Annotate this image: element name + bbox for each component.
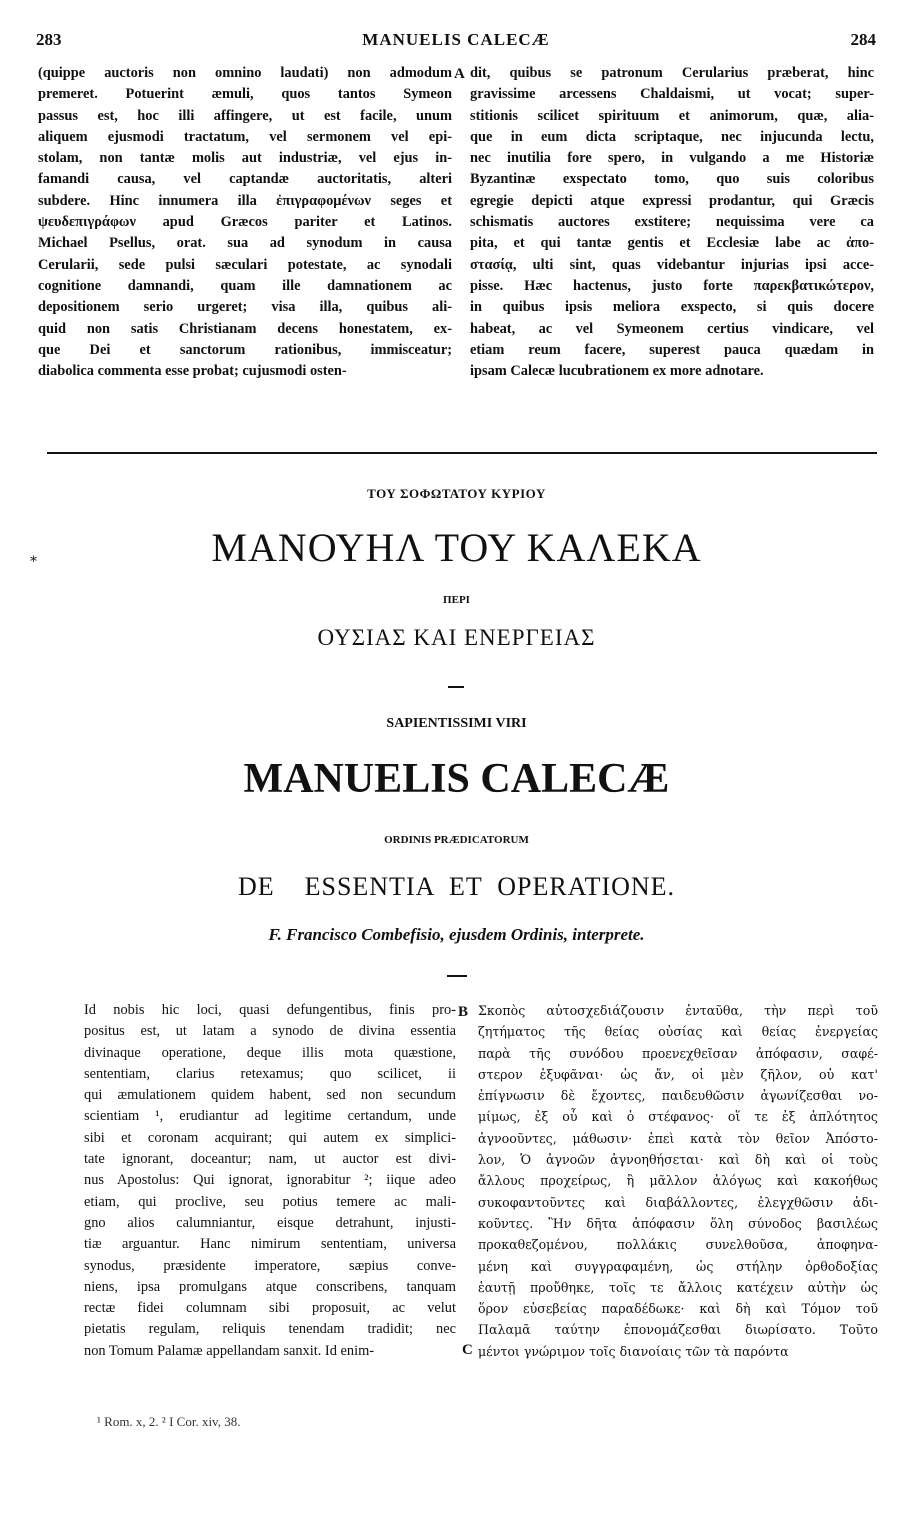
text-line: positus est, ut latam a synodo de divina essentia bbox=[84, 1023, 456, 1040]
text-line: pita, et qui tantæ gentis et Ecclesiæ labe ac ἀπο- bbox=[470, 235, 874, 252]
text-line: diabolica commenta esse probat; cujusmodi osten- bbox=[38, 363, 347, 380]
text-line: Id nobis hic loci, quasi defungentibus, finis pro- bbox=[84, 1002, 456, 1018]
top-right-column bbox=[470, 63, 874, 382]
text-line: scientiam ¹, erudiantur ad legitime certandum, unde bbox=[84, 1108, 456, 1125]
text-line: rectæ fidei columnam sibi proposuit, ac velut bbox=[84, 1300, 456, 1317]
text-line: qui æmulationem quidem habent, sed non secundum bbox=[84, 1087, 456, 1104]
top-left-column bbox=[38, 63, 452, 382]
greek-text-line: Παλαμᾶ ταύτην ἐπονομάζεσθαι διωρίσατο. Τοῦτο bbox=[478, 1322, 878, 1338]
greek-subject: ΟΥΣΙΑΣ ΚΑΙ ΕΝΕΡΓΕΙΑΣ bbox=[317, 625, 596, 650]
text-line: gno alios calumniantur, eisque detrahunt, injusti- bbox=[84, 1214, 456, 1231]
title-ornament bbox=[448, 686, 464, 688]
text-line: Cerularii, sede pulsi sæculari potestate, ac synodali bbox=[38, 256, 452, 273]
text-line: cognitione damnandi, quam ille damnationem ac bbox=[38, 277, 452, 294]
greek-author-name: ΜΑΝΟΥΗΛ ΤΟΥ ΚΑΛΕΚΑ bbox=[211, 525, 702, 570]
page-number-left: 283 bbox=[36, 30, 62, 49]
text-line: que Dei et sanctorum rationibus, immisceatur; bbox=[38, 341, 452, 358]
latin-title-prefix: SAPIENTISSIMI VIRI bbox=[386, 716, 527, 731]
text-line: tiæ arguantur. Hanc nimirum sententiam, universa bbox=[84, 1236, 456, 1253]
text-line: gravissime arcessens Chaldaismi, ut vocat; super- bbox=[470, 86, 874, 103]
margin-mark-c: C bbox=[462, 1342, 473, 1358]
text-line: stitionis scilicet spirituum et animorum, quæ, alia- bbox=[470, 107, 874, 124]
greek-text-line: παρὰ τῆς συνόδου προενεχθεῖσαν ἀπόφασιν, σαφέ- bbox=[478, 1045, 878, 1061]
text-line: pietatis regulam, reliquis tenendam tradidit; nec bbox=[84, 1321, 456, 1338]
text-line: divinaque operatione, deque illis mota quæstione, bbox=[84, 1044, 456, 1061]
greek-text-line: ζητήματος τῆς θείας οὐσίας καὶ θείας ἐνεργείας bbox=[478, 1024, 878, 1040]
greek-text-line: λον, Ὁ ἀγνοῶν ἀγνοηθήσεται· καὶ δὴ καὶ οἱ τοὺς bbox=[478, 1152, 878, 1168]
text-line: dit, quibus se patronum Cerularius præberat, hinc bbox=[470, 65, 874, 81]
text-line: habeat, ac vel Symeonem certius vindicare, vel bbox=[470, 320, 874, 337]
text-line: etiam reum facere, superest pauca quædam in bbox=[470, 341, 874, 358]
text-line: egregie depicti atque expressi prodantur, qui Græcis bbox=[470, 192, 874, 209]
latin-subject: DE ESSENTIA ET OPERATIONE. bbox=[237, 872, 676, 901]
text-line: nec inutilia fore spero, in vulgando a me Historiæ bbox=[470, 150, 874, 167]
text-line: quid non satis Christianam decens honestatem, ex- bbox=[38, 320, 452, 337]
greek-text-line: ἐπίγνωσιν δὲ ἔχοντες, παιδευθῶσιν ἀγωνίζεσθαι νο- bbox=[478, 1088, 878, 1104]
text-line: tate ignorant, doceantur; nam, ut auctor est divi- bbox=[84, 1151, 456, 1168]
text-line: Michael Psellus, orat. sua ad synodum in causa bbox=[38, 235, 452, 252]
greek-text-line: ἄλλους προχείρως, ἢ μᾶλλον ἀλόγως καὶ κακοήθως bbox=[478, 1173, 878, 1189]
text-line: sententiam, clarius retexamus; quo scilicet, ii bbox=[84, 1065, 456, 1082]
greek-text-line: ἑαυτῇ προὔθηκε, τοῖς τε ἄλλοις κατέχειν αὐτὴν ὡς bbox=[478, 1279, 878, 1295]
bottom-right-column bbox=[478, 1000, 878, 1362]
text-line: Byzantinæ exspectato tomo, quo suis coloribus bbox=[470, 171, 874, 188]
stray-mark-left: * bbox=[30, 554, 37, 570]
margin-mark-a: A bbox=[454, 66, 465, 82]
margin-mark-b: B bbox=[458, 1004, 469, 1020]
text-line: (quippe auctoris non omnino laudati) non admodum bbox=[38, 65, 452, 81]
text-line: in quibus ipsis meliora exspecto, si quis docere bbox=[470, 299, 874, 316]
text-line: depositionem serio urgeret; visa illa, quibus ali- bbox=[38, 299, 452, 316]
text-line: subdere. Hinc innumera illa ἐπιγραφομένων seges et bbox=[38, 192, 452, 209]
text-line: sibi et coronam acquirant; qui autem ex simplici- bbox=[84, 1129, 456, 1146]
greek-text-line: μένη καὶ συγγραφαμένη, ὡς στήλην ὀρθοδοξίας bbox=[478, 1258, 878, 1274]
text-line: synodus, præsidente imperatore, sæpius conve- bbox=[84, 1257, 456, 1274]
interpreter-line: F. Francisco Combefisio, ejusdem Ordinis, interprete. bbox=[268, 925, 645, 944]
bottom-left-column bbox=[84, 1000, 456, 1362]
greek-text-line: στερον ἐξυφᾶναι· ὡς ἄν, οἱ μὲν ζῆλον, οὐ κατ' bbox=[478, 1066, 878, 1082]
text-line: aliquem ejusmodi tractatum, vel sermonem vel epi- bbox=[38, 128, 452, 145]
text-line: famandi causa, vel captandæ auctoritatis, alteri bbox=[38, 171, 452, 188]
text-line: ipsam Calecæ lucubrationem ex more adnotare. bbox=[470, 363, 764, 380]
text-line: nus Apostolus: Qui ignorat, ignorabitur ²; iique adeo bbox=[84, 1172, 456, 1189]
greek-text-line: μέντοι γνώριμον τοῖς διανοίαις τῶν τὰ παρόντα bbox=[478, 1343, 789, 1359]
text-line: etiam, qui proclive, seu potius temere ac mali- bbox=[84, 1193, 456, 1210]
text-line: stolam, non tantæ molis aut industriæ, vel ejus in- bbox=[38, 150, 452, 167]
text-line: non Tomum Palamæ appellandam sanxit. Id enim- bbox=[84, 1342, 375, 1359]
greek-title-prefix: ΤΟΥ ΣΟΦΩΤΑΤΟΥ ΚΥΡΙΟΥ bbox=[367, 486, 546, 501]
greek-text-line: μίμως, ἐξ οὗ καὶ ὁ στέφανος· οἵ τε ἐξ ἁπλότητος bbox=[478, 1109, 878, 1125]
text-line: στασίᾳ, ulti sint, quas videbantur injurias ipsi acce- bbox=[470, 256, 874, 273]
text-line: premeret. Potuerint æmuli, quos tantos Symeon bbox=[38, 86, 452, 103]
text-line: niens, ipsa promulgans atque conscribens, tanquam bbox=[84, 1278, 456, 1295]
text-line: ψευδεπιγράφων apud Græcos pariter et Latinos. bbox=[38, 214, 452, 231]
text-line: passus est, hoc illi affingere, ut est facile, unum bbox=[38, 107, 452, 124]
greek-text-line: Σκοπὸς αὐτοσχεδιάζουσιν ἐνταῦθα, τὴν περὶ τοῦ bbox=[478, 1003, 878, 1018]
page-number-right: 284 bbox=[850, 30, 876, 49]
greek-text-line: ὅρον εὐσεβείας παραδέδωκε· καὶ δὴ καὶ Τόμον τοῦ bbox=[478, 1301, 878, 1317]
greek-text-line: συκοφαντοῦντες καὶ διαβάλλοντες, ἐλεγχθῶσιν ἀδι- bbox=[478, 1194, 878, 1210]
greek-text-line: κοῦντες. Ἣν δῆτα ἀπόφασιν ὅλη σύνοδος βασιλέως bbox=[478, 1215, 878, 1231]
greek-peri: ΠΕΡΙ bbox=[443, 594, 470, 606]
closing-dash bbox=[447, 975, 467, 977]
greek-text-line: ἀγνοοῦντες, μάθωσιν· ἐπεὶ κατὰ τὸν θεῖον Ἀπόστο- bbox=[478, 1130, 878, 1146]
latin-order: ORDINIS PRÆDICATORUM bbox=[384, 834, 529, 846]
text-line: schismatis auctores exstitere; nequissima vere ca bbox=[470, 214, 874, 231]
section-divider bbox=[47, 452, 877, 454]
text-line: que in eum dicta scriptaque, nec injucunda lectu, bbox=[470, 128, 874, 145]
footnotes: ¹ Rom. x, 2. ² I Cor. xiv, 38. bbox=[97, 1414, 241, 1429]
greek-text-line: προκαθεζομένου, πολλάκις συνελθοῦσα, ἀποφηνα- bbox=[478, 1237, 878, 1253]
latin-author-name: MANUELIS CALECÆ bbox=[243, 756, 670, 802]
running-header bbox=[36, 30, 876, 50]
text-line: pisse. Hæc hactenus, justo forte παρεκβατικώτερον, bbox=[470, 277, 874, 294]
running-title: MANUELIS CALECÆ bbox=[362, 30, 550, 49]
